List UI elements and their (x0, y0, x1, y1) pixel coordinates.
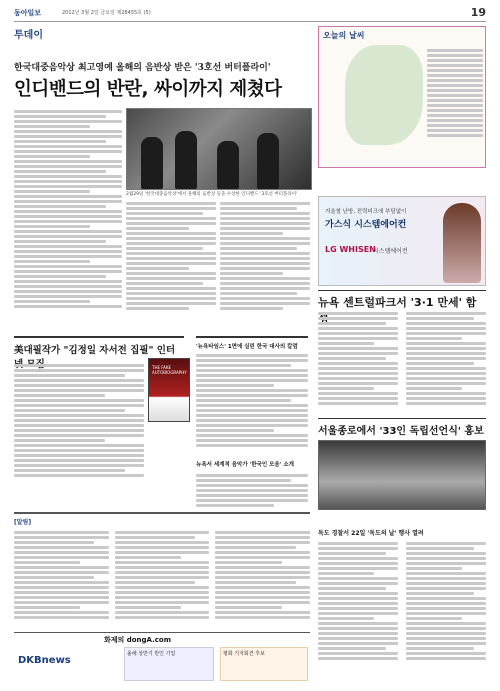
publication-name: 동아일보 (14, 9, 42, 17)
ad-tagline: 겨울철 난방, 전력피크에 부담없이 (325, 209, 407, 215)
right-body-col-3 (318, 540, 398, 662)
section-title: 투데이 (14, 30, 43, 41)
bottom-ad-brand: DKBnews (18, 655, 71, 666)
info-box (14, 512, 310, 621)
right-body-col-2 (406, 310, 486, 407)
right-body-col-1 (318, 310, 398, 407)
central-park-headline: 뉴욕 센트럴파크서 '3·1 만세' 함 (318, 290, 486, 326)
ad-model-image (443, 203, 481, 283)
weather-map (345, 45, 423, 145)
music-headline: 뉴욕서 세계적 음악가 '한국인 모음' 소개 (196, 462, 294, 468)
band-photo (126, 108, 312, 190)
right-body-col-4 (406, 540, 486, 662)
book-body (14, 362, 144, 479)
nyt-headline: '뉴욕타임스' 1면에 실린 한국 대사의 칼럼 (196, 336, 308, 350)
page-number: 19 (470, 6, 486, 19)
ad-product: 가스식 시스템에어컨 (325, 220, 407, 230)
ad-brand-sub: 시스템에어컨 (373, 248, 408, 255)
weather-title: 오늘의 날씨 (323, 31, 365, 40)
bottom-ad-3-text: 평화 기자회견 후보 (223, 651, 265, 657)
bottom-ad-strip (14, 632, 310, 682)
music-body (196, 472, 308, 509)
masthead (14, 8, 486, 22)
nyt-body (196, 352, 308, 449)
bottom-ad-title: 화제의 dongA.com (104, 636, 171, 644)
photo-caption: 2월29일 '한국대중음악상'에서 올해의 음반상 등을 수상한 인디밴드 '3호선 버터플라이' (126, 192, 298, 197)
lead-headline: 인디밴드의 반란, 싸이까지 제쳤다 (14, 79, 282, 100)
issue-date: 2012년 3월 2일 금요일 제28455호 (5) (62, 10, 151, 16)
rally-photo (318, 440, 486, 510)
lead-body-col-1 (14, 108, 122, 310)
lead-body-col-2 (126, 200, 216, 312)
bottom-ad-3 (220, 647, 308, 681)
bottom-ad-2 (124, 647, 214, 681)
weather-box (318, 26, 486, 168)
weather-table (427, 47, 483, 139)
info-col-3 (215, 529, 310, 621)
aircon-ad (318, 196, 486, 286)
bottom-ad-2-text: 올해 상반기 반인 기업 (127, 651, 176, 657)
independence-headline: 서울종로에서 '33인 독립선언식' 홍보 (318, 418, 486, 452)
info-col-1 (14, 529, 109, 621)
book-cover (148, 358, 190, 422)
info-col-2 (115, 529, 210, 621)
book-cover-title: THE FAKE AUTOBIOGRAPHY (152, 365, 187, 375)
info-tag: [알림] (14, 519, 32, 526)
lead-body-col-3 (220, 200, 310, 312)
book-headline: 美대필작가 "김정일 자서전 집필" 인터 (14, 336, 184, 370)
ad-brand: LG WHISEN (325, 245, 376, 254)
dokdo-headline: 독도 경찰서 22일 '독도의 날' 행사 열려 (318, 530, 424, 537)
lead-kicker: 한국대중음악상 최고영예 올해의 음반상 받은 '3호선 버터플라이' (14, 63, 271, 73)
